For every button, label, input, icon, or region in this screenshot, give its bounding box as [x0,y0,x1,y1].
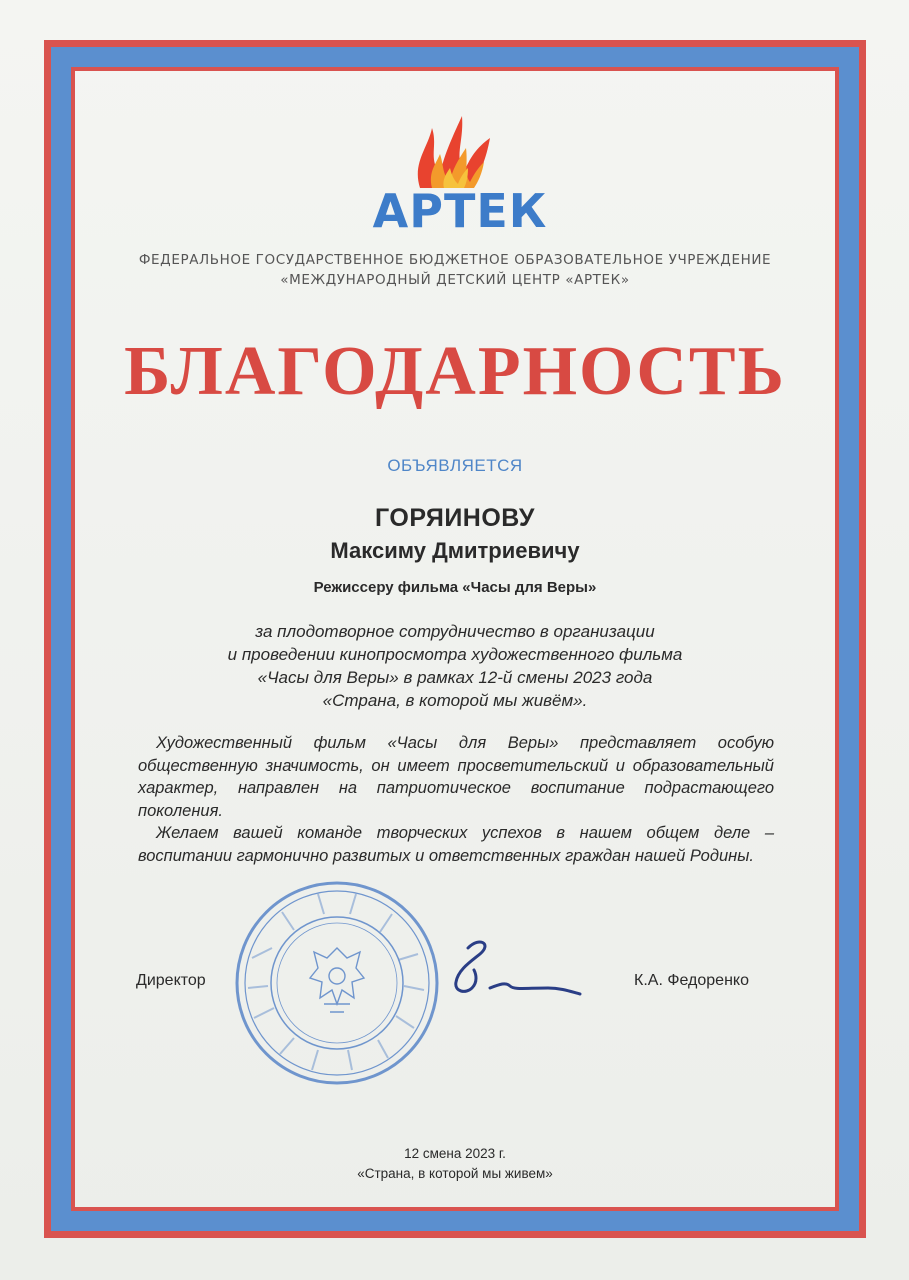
body-text [138,732,774,867]
official-stamp-seal-icon [232,878,442,1088]
announce-label: ОБЪЯВЛЯЕТСЯ [387,456,523,475]
reason-block [100,620,810,712]
recipient-role: Режиссеру фильма «Часы для Веры» [313,579,597,596]
director-signature-icon [430,930,590,1010]
certificate-title: БЛАГОДАРНОСТЬ [124,333,786,410]
body-paragraph: Желаем вашей команде творческих успехов в нашем общем деле – воспитании гармонично развитых и ответственных граждан нашей Родины. [138,824,774,865]
recipient-given-names: Максиму Дмитриевичу [330,538,580,563]
organization-line-2: «МЕЖДУНАРОДНЫЙ ДЕТСКИЙ ЦЕНТР «АРТЕК» [280,272,630,288]
reason-line: и проведении кинопросмотра художественного фильма [227,645,683,664]
reason-line: за плодотворное сотрудничество в организации [255,622,655,641]
reason-line: «Часы для Веры» в рамках 12-й смены 2023 года [257,668,653,687]
artek-wordmark: АРТЕК [372,184,548,238]
recipient-surname: ГОРЯИНОВУ [375,504,535,532]
reason-line: «Страна, в которой мы живём». [322,691,588,710]
director-name: К.А. Федоренко [634,972,749,989]
organization-line-1: ФЕДЕРАЛЬНОЕ ГОСУДАРСТВЕННОЕ БЮДЖЕТНОЕ ОБРАЗОВАТЕЛЬНОЕ УЧРЕЖДЕНИЕ [138,252,772,268]
artek-flame-logo-icon [410,108,500,190]
director-label: Директор [136,972,206,989]
footer-theme: «Страна, в которой мы живем» [357,1166,553,1181]
footer-session: 12 смена 2023 г. [404,1146,506,1161]
body-paragraph: Художественный фильм «Часы для Веры» представляет особую общественную значимость, он имеет просветительский и образовательный характер, направлен на патриотическое воспитание подрастающего поколения. [138,734,774,820]
